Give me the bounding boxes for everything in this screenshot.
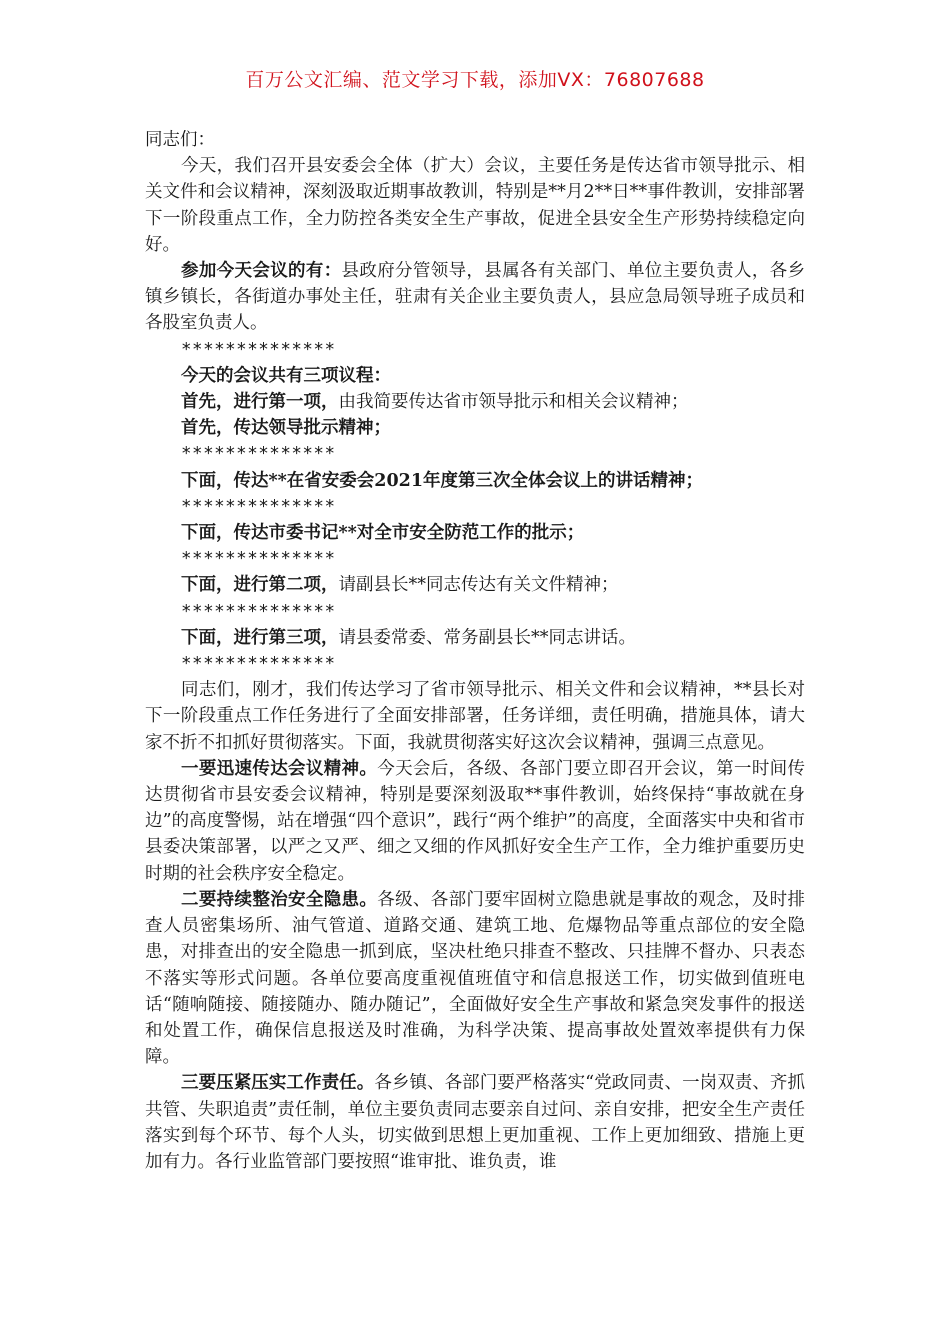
point-2-lead: 二要持续整治安全隐患。 xyxy=(181,889,378,910)
agenda-item-2-lead: 下面，进行第二项， xyxy=(181,575,339,596)
agenda-item-1-body: 由我简要传达省市领导批示和相关会议精神； xyxy=(338,392,689,413)
agenda-item-2 xyxy=(145,572,805,598)
greeting: 同志们： xyxy=(145,130,215,150)
separator-stars: ************** xyxy=(181,444,336,465)
agenda-item-1c: 下面，传达市委书记**对全市安全防范工作的批示； xyxy=(181,523,585,544)
point-3-lead: 三要压紧压实工作责任。 xyxy=(181,1073,375,1094)
agenda-item-1a: 首先，传达领导批示精神； xyxy=(181,418,391,439)
document-body xyxy=(145,127,805,1175)
separator-stars: ************** xyxy=(181,601,336,622)
agenda-item-1b: 下面，传达**在省安委会2021年度第三次全体会议上的讲话精神； xyxy=(181,470,704,491)
separator-stars: ************** xyxy=(181,654,336,675)
point-2-body: 各级、各部门要牢固树立隐患就是事故的观念，及时排查人员密集场所、油气管道、道路交通、建筑工地、危爆物品等重点部位的安全隐患，对排查出的安全隐患一抓到底，坚决杜绝只排查不整改、只挂牌不督办、只表态不落实等形式问题。各单位要高度重视值班值守和信息报送工作，切实做到值班电话“随响随接、随接随办、随办随记”，全面做好安全生产事故和紧急突发事件的报送和处置工作，确保信息报送及时准确，为科学决策、提高事故处置效率提供有力保障。 xyxy=(145,889,806,1068)
paragraph-point-2 xyxy=(145,887,805,1070)
point-3-body: 各乡镇、各部门要严格落实“党政同责、一岗双责、齐抓共管、失职追责”责任制，单位主要负责同志要亲自过问、亲自安排，把安全生产责任落实到每个环节、每个人头，切实做到思想上更加重视、工作上更加细致、措施上更加有力。各行业监管部门要按照“谁审批、谁负责，谁 xyxy=(145,1073,806,1172)
separator-stars: ************** xyxy=(181,496,336,517)
agenda-item-1 xyxy=(145,389,805,415)
point-1-lead: 一要迅速传达会议精神。 xyxy=(181,758,378,779)
agenda-title: 今天的会议共有三项议程： xyxy=(181,365,391,386)
paragraph-summary: 同志们，刚才，我们传达学习了省市领导批示、相关文件和会议精神，**县长对下一阶段重点工作任务进行了全面安排部署，任务详细，责任明确，措施具体，请大家不折不扣抓好贯彻落实。下面，我就贯彻落实好这次会议精神，强调三点意见。 xyxy=(145,680,805,753)
attendees-body: 县政府分管领导，县属各有关部门、单位主要负责人，各乡镇乡镇长，各街道办事处主任，驻肃有关企业主要负责人，县应急局领导班子成员和各股室负责人。 xyxy=(145,261,806,334)
paragraph-point-1 xyxy=(145,756,805,887)
agenda-item-3-lead: 下面，进行第三项， xyxy=(181,627,339,648)
agenda-item-3 xyxy=(145,625,805,651)
paragraph-intro: 今天，我们召开县安委会全体（扩大）会议，主要任务是传达省市领导批示、相关文件和会议精神，深刻汲取近期事故教训，特别是**月2**日**事件教训，安排部署下一阶段重点工作，全力防控各类安全生产事故，促进全县安全生产形势持续稳定向好。 xyxy=(145,156,805,255)
promo-header: 百万公文汇编、范文学习下载，添加VX：76807688 xyxy=(245,69,705,91)
paragraph-attendees xyxy=(145,258,805,337)
point-1-body: 今天会后，各级、各部门要立即召开会议，第一时间传达贯彻省市县安委会议精神，特别是要深刻汲取**事件教训，始终保持“事故就在身边”的高度警惕，站在增强“四个意识”，践行“两个维护”的高度，全面落实中央和省市县委决策部署，以严之又严、细之又细的作风抓好安全生产工作，全力维护重要历史时期的社会秩序安全稳定。 xyxy=(145,758,806,884)
separator-stars: ************** xyxy=(181,549,336,570)
paragraph-point-3 xyxy=(145,1070,805,1175)
attendees-lead: 参加今天会议的有： xyxy=(181,261,342,282)
separator-stars: ************** xyxy=(181,339,336,360)
agenda-item-2-body: 请副县长**同志传达有关文件精神； xyxy=(338,575,619,596)
agenda-item-1-lead: 首先，进行第一项， xyxy=(181,392,339,413)
agenda-item-3-body: 请县委常委、常务副县长**同志讲话。 xyxy=(338,627,636,648)
